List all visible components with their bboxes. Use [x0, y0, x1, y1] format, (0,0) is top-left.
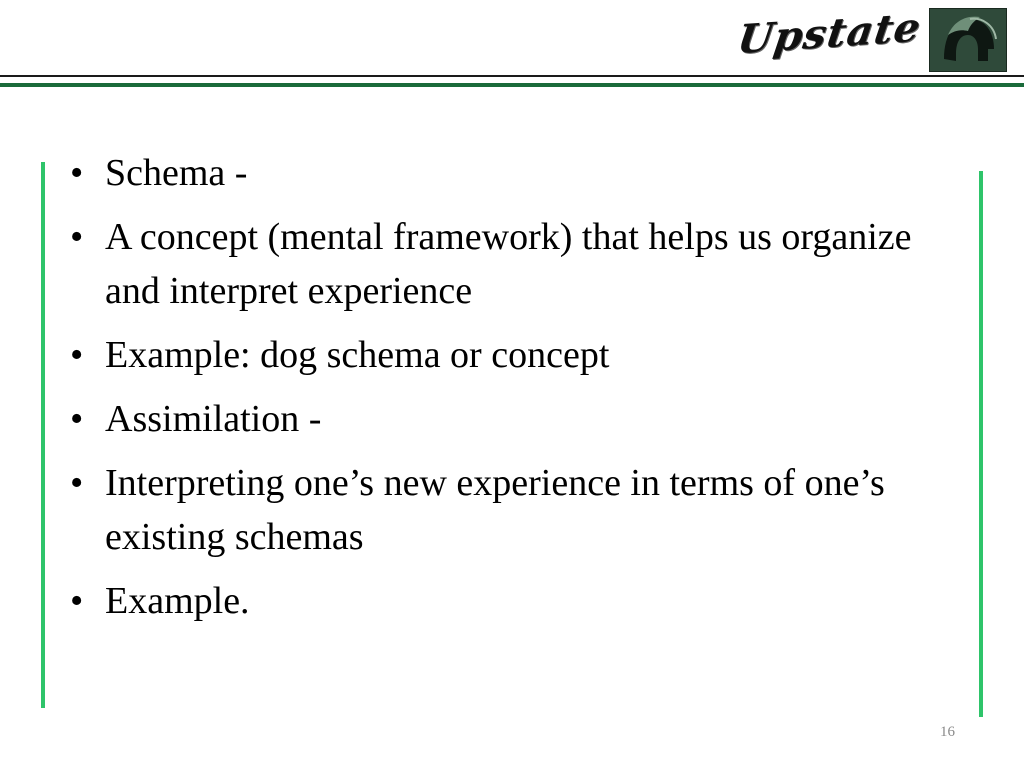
bullet-item [70, 210, 950, 318]
bullet-text: A concept (mental framework) that helps us organize and interpret experience [105, 216, 912, 312]
left-accent-line [41, 162, 45, 708]
bullet-text: Example: dog schema or concept [105, 334, 610, 376]
header-rule-green [0, 83, 1024, 87]
bullet-item [70, 392, 950, 446]
header-rule-dark [0, 75, 1024, 77]
bullet-item [70, 146, 950, 200]
bullet-list [70, 146, 950, 638]
bullet-text: Assimilation - [105, 398, 322, 440]
right-accent-line [979, 171, 983, 717]
bullet-icon: • [70, 152, 84, 194]
bullet-icon: • [70, 216, 84, 258]
spartan-helmet-icon [929, 8, 1007, 72]
bullet-item [70, 328, 950, 382]
bullet-icon: • [70, 334, 84, 376]
upstate-logo-text: Upstate [734, 3, 925, 64]
bullet-icon: • [70, 580, 84, 622]
bullet-text: Schema - [105, 152, 248, 194]
bullet-icon: • [70, 398, 84, 440]
bullet-item [70, 456, 950, 564]
bullet-icon: • [70, 462, 84, 504]
page-number: 16 [940, 724, 955, 740]
bullet-text: Example. [105, 580, 250, 622]
bullet-item [70, 574, 950, 628]
bullet-text: Interpreting one’s new experience in terms of one’s existing schemas [105, 462, 885, 558]
